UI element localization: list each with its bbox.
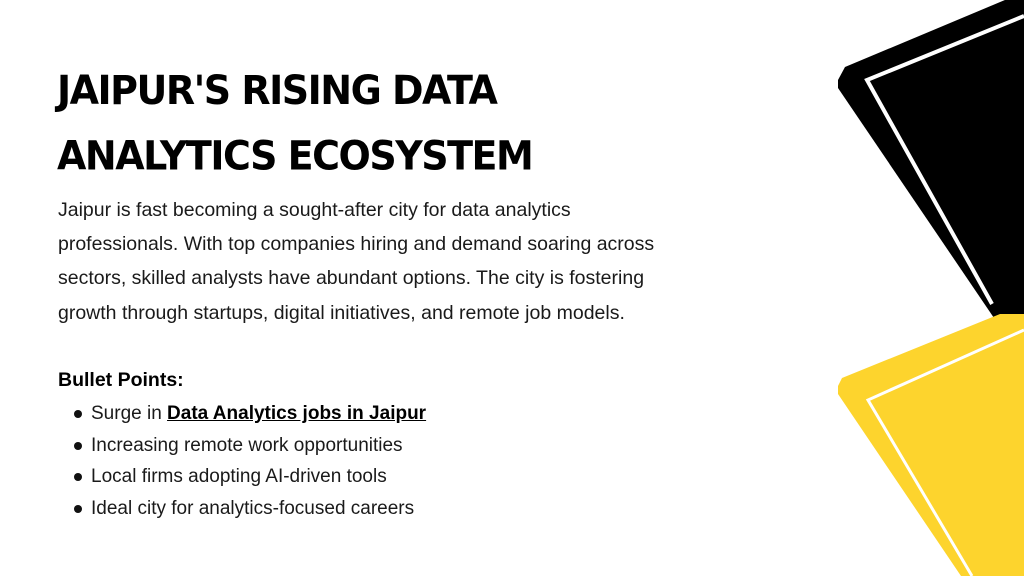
bullet-item bbox=[58, 493, 426, 525]
bullet-item bbox=[58, 398, 426, 430]
bullet-text: Increasing remote work opportunities bbox=[91, 434, 403, 456]
black-card-shape bbox=[838, 0, 1024, 330]
bullet-item bbox=[58, 430, 426, 462]
bullet-text: Ideal city for analytics-focused careers bbox=[91, 497, 415, 519]
bullet-dot-icon bbox=[74, 473, 82, 481]
jobs-in-jaipur-link[interactable]: Data Analytics jobs in Jaipur bbox=[167, 403, 427, 424]
bullet-list bbox=[58, 398, 426, 524]
bullet-dot-icon bbox=[74, 410, 82, 418]
slide-title: JAIPUR'S RISING DATA ANALYTICS ECOSYSTEM bbox=[57, 67, 533, 179]
bullet-heading: Bullet Points: bbox=[58, 369, 184, 391]
bullet-dot-icon bbox=[74, 505, 82, 513]
yellow-card-shape bbox=[838, 314, 1024, 576]
bullet-text: Local firms adopting AI-driven tools bbox=[91, 466, 387, 488]
bullet-item bbox=[58, 461, 426, 493]
bullet-text: Surge in bbox=[91, 403, 168, 424]
intro-paragraph: Jaipur is fast becoming a sought-after city for data analytics professionals. With top companies hiring and demand soaring across sectors, skilled analysts have abundant options. The city is fostering growth through startups, digital initiatives, and remote job models. bbox=[58, 199, 655, 324]
bullet-dot-icon bbox=[74, 442, 82, 450]
